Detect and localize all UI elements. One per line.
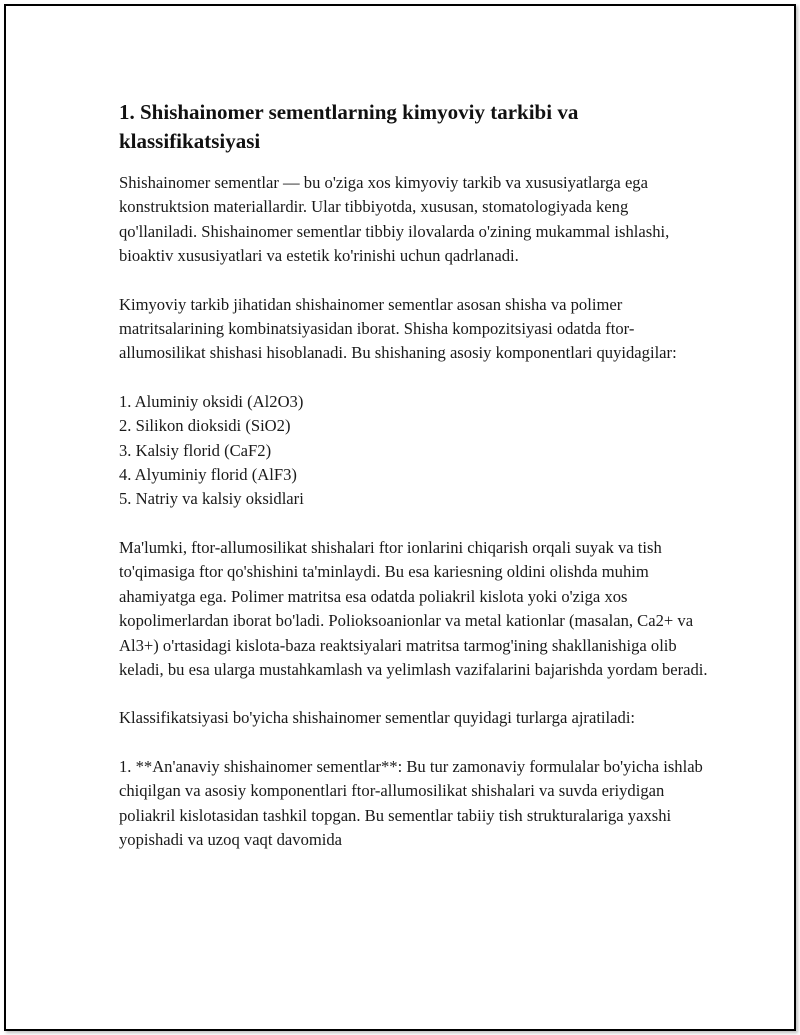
list-item: 2. Silikon dioksidi (SiO2) [119,416,291,436]
document-body [119,98,709,876]
document-page [4,4,796,1031]
paragraph-fluoride: Ma'lumki, ftor-allumosilikat shishalari ftor ionlarini chiqarish orqali suyak va tish to'qimasiga ftor qo'shishini ta'minlaydi. Bu esa kariesning oldini olishda muhim ahamiyatga ega. Polimer matritsa esa odatda poliakril kislota yoki o'ziga xos kopolimerlardan iborat bo'ladi. Polioksoanionlar va metal kationlar (masalan, Ca2+ va Al3+) o'rtasidagi kislota-baza reaktsiyalari matritsa tarmog'ining shakllanishiga olib keladi, bu esa ularga mustahkamlash va yelimlash vazifalarini bajarishda yordam beradi. [119,537,708,679]
list-item: 4. Alyuminiy florid (AlF3) [119,465,297,485]
paragraph-intro: Shishainomer sementlar — bu o'ziga xos kimyoviy tarkib va xususiyatlarga ega konstruktsion materiallardir. Ular tibbiyotda, xususan, stomatologiyada keng qo'llaniladi. Shishainomer sementlar tibbiy ilovalarda o'zining mukammal ishlashi, bioaktiv xususiyatlari va estetik ko'rinishi uchun qadrlanadi. [119,173,670,266]
paragraph-classification: Klassifikatsiyasi bo'yicha shishainomer sementlar quyidagi turlarga ajratiladi: [119,708,636,728]
components-list [119,390,709,512]
list-item: 5. Natriy va kalsiy oksidlari [119,489,304,509]
paragraph-traditional-type: 1. **An'anaviy shishainomer sementlar**: Bu tur zamonaviy formulalar bo'yicha ishlab chiqilgan va asosiy komponentlari ftor-allumosilikat shishalari va suvda eriydigan poliakril kislotasidan tashkil topgan. Bu sementlar tabiiy tish strukturalariga yaxshi yopishadi va uzoq vaqt davomida [119,756,703,849]
page-title: 1. Shishainomer sementlarning kimyoviy tarkibi va klassifikatsiyasi [119,100,579,153]
list-item: 3. Kalsiy florid (CaF2) [119,440,272,460]
paragraph-composition: Kimyoviy tarkib jihatidan shishainomer sementlar asosan shisha va polimer matritsalarining kombinatsiyasidan iborat. Shisha kompozitsiyasi odatda ftor-allumosilikat shishasi hisoblanadi. Bu shishaning asosiy komponentlari quyidagilar: [119,294,677,363]
list-item: 1. Aluminiy oksidi (Al2O3) [119,391,304,411]
